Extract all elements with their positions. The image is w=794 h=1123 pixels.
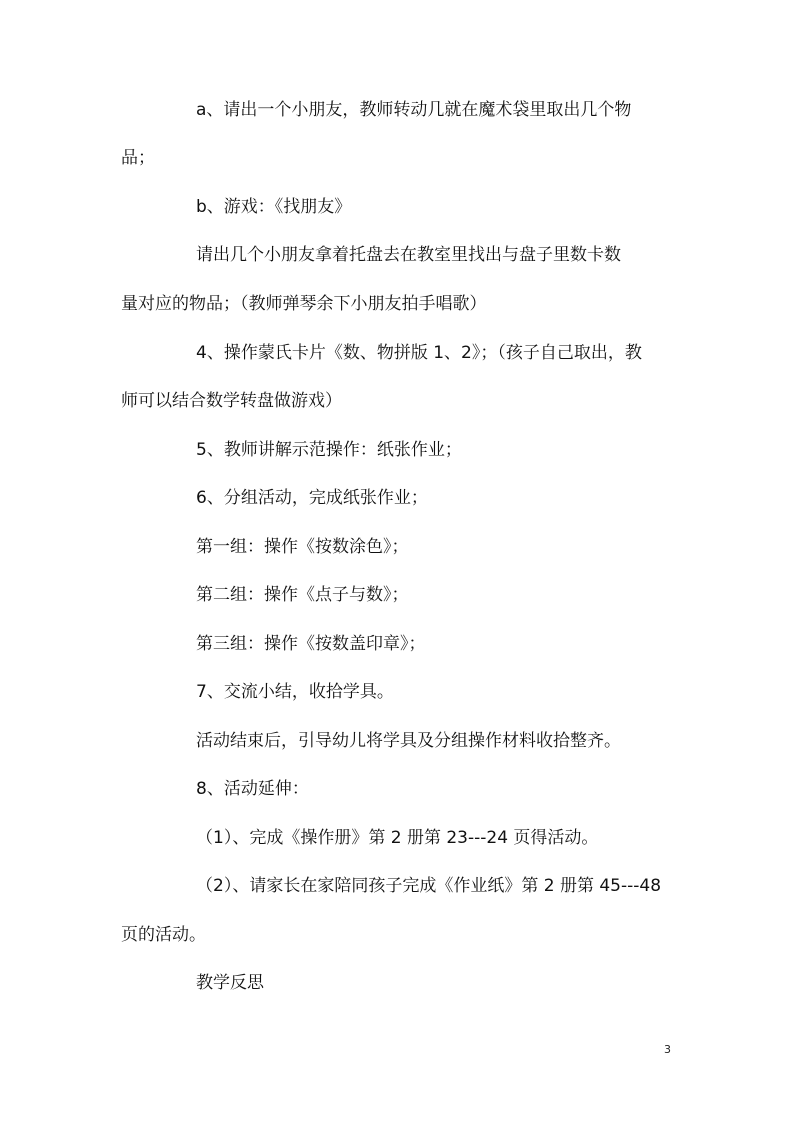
paragraph-line-group-1: 第一组：操作《按数涂色》； <box>196 537 409 557</box>
paragraph-line-extension-2: （2）、请家长在家陪同孩子完成《作业纸》第 2 册第 45---48 <box>196 876 662 896</box>
page-number: 3 <box>664 1043 671 1056</box>
paragraph-line-item-5: 5、教师讲解示范操作：纸张作业； <box>196 440 462 460</box>
paragraph-line-item-4-1: 4、操作蒙氏卡片《数、物拼版 1、2》；（孩子自己取出，教 <box>196 343 642 363</box>
paragraph-line-b: b、游戏：《找朋友》 <box>196 197 352 217</box>
paragraph-line-extension-1: （1）、完成《操作册》第 2 册第 23---24 页得活动。 <box>196 828 599 848</box>
paragraph-line-group-3: 第三组：操作《按数盖印章》； <box>196 634 426 654</box>
paragraph-line-game-1: 请出几个小朋友拿着托盘去在教室里找出与盘子里数卡数 <box>196 245 621 265</box>
paragraph-line-a-2: 品； <box>121 148 155 168</box>
paragraph-line-cleanup: 活动结束后，引导幼儿将学具及分组操作材料收拾整齐。 <box>196 731 621 751</box>
paragraph-line-item-4-2: 师可以结合数学转盘做游戏） <box>121 391 342 411</box>
paragraph-line-a-1: a、请出一个小朋友，教师转动几就在魔术袋里取出几个物 <box>196 100 632 120</box>
paragraph-line-item-6: 6、分组活动，完成纸张作业； <box>196 488 428 508</box>
paragraph-line-group-2: 第二组：操作《点子与数》； <box>196 585 409 605</box>
paragraph-line-extension-2-continued: 页的活动。 <box>121 925 206 945</box>
paragraph-line-game-2: 量对应的物品；（教师弹琴余下小朋友拍手唱歌） <box>121 294 487 314</box>
paragraph-line-item-7: 7、交流小结，收拾学具。 <box>196 682 394 702</box>
paragraph-line-item-8: 8、活动延伸： <box>196 779 309 799</box>
section-heading-reflection: 教学反思 <box>196 973 264 993</box>
